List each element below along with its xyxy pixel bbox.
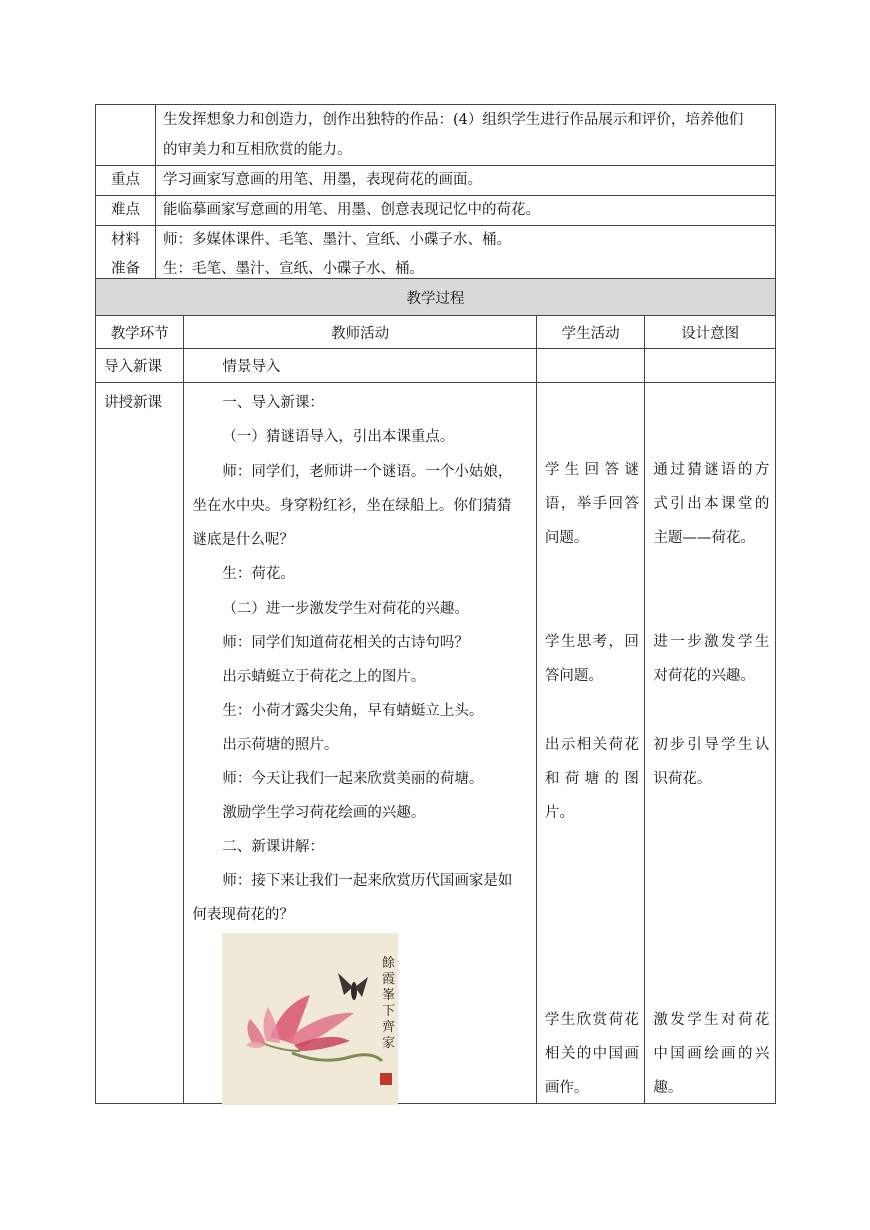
teacher-line: 坐在水中央。身穿粉红衫，坐在绿船上。你们猜猜: [192, 498, 512, 514]
intro-intent: [645, 349, 776, 383]
lotus-painting: [222, 933, 398, 1105]
header-student: 学生活动: [536, 316, 644, 349]
objectives-label-cell: [96, 105, 156, 166]
objectives-line: 的审美力和互相欣赏的能力。: [163, 142, 352, 158]
student-block-1: 学生回答谜 语，举手回答 问题。: [544, 462, 639, 546]
materials-text: [156, 226, 776, 285]
process-title: 教学过程: [96, 279, 776, 316]
header-stage: 教学环节: [96, 316, 184, 349]
intro-teacher: 情景导入: [184, 349, 537, 383]
teacher-line: 师：同学们，老师讲一个谜语。一个小姑娘，: [222, 464, 513, 480]
teacher-line: 师：今天让我们一起来欣赏美丽的荷塘。: [222, 771, 484, 787]
student-block-2: 学生思考，回 答问题。: [544, 634, 639, 684]
intent-block-4: 激发学生对荷花 中国画绘画的兴 趣。: [653, 1012, 770, 1096]
teacher-line: 生：小荷才露尖尖角，早有蜻蜓立上头。: [222, 703, 484, 719]
design-intent-cell: [645, 383, 776, 1104]
teacher-line: 出示荷塘的照片。: [222, 737, 339, 753]
teacher-activity-cell: [184, 383, 537, 1104]
key-point-text: 学习画家写意画的用笔、用墨，表现荷花的画面。: [156, 166, 776, 196]
materials-label: 材料 准备: [96, 226, 156, 285]
materials-teacher: 师：多媒体课件、毛笔、墨汁、宣纸、小碟子水、桶。: [163, 232, 511, 248]
intro-student: [536, 349, 644, 383]
student-block-4: 学生欣赏荷花 相关的中国画 画作。: [544, 1012, 639, 1096]
teacher-line: 师：同学们知道荷花相关的古诗句吗？: [222, 635, 469, 651]
teacher-line: （一）猜谜语导入，引出本课重点。: [222, 429, 455, 445]
difficulty-text: 能临摹画家写意画的用笔、用墨、创意表现记忆中的荷花。: [156, 196, 776, 226]
student-activity-cell: [536, 383, 644, 1104]
header-teacher: 教师活动: [184, 316, 537, 349]
key-point-label: 重点: [96, 166, 156, 196]
teacher-line: 师：接下来让我们一起来欣赏历代国画家是如: [222, 873, 513, 889]
intent-block-1: 通过猜谜语的方 式引出本课堂的 主题——荷花。: [653, 462, 770, 546]
teacher-line: 激励学生学习荷花绘画的兴趣。: [222, 805, 426, 821]
teacher-line: 生：荷花。: [222, 566, 295, 582]
teach-stage-cell: [96, 383, 184, 1104]
intro-stage: 导入新课: [96, 349, 184, 383]
teacher-line: 何表现荷花的？: [192, 907, 294, 923]
painting-inscription: 餘霞峯下齊家: [382, 956, 396, 1051]
teacher-line: 谜底是什么呢？: [192, 532, 294, 548]
objectives-continuation: [156, 105, 776, 166]
objectives-table: [95, 104, 776, 285]
header-intent: 设计意图: [645, 316, 776, 349]
teaching-process-table: [95, 278, 776, 1104]
difficulty-label: 难点: [96, 196, 156, 226]
teach-stage: 讲授新课: [104, 395, 162, 411]
teacher-line: 一、导入新课：: [222, 395, 324, 411]
teacher-line: 二、新课讲解：: [222, 839, 324, 855]
lotus-painting-image: [222, 933, 398, 1105]
objectives-line: 生发挥想象力和创造力，创作出独特的作品：(4）组织学生进行作品展示和评价，培养他们: [163, 112, 744, 128]
intent-block-2: 进一步激发学生 对荷花的兴趣。: [653, 634, 770, 684]
teacher-line: （二）进一步激发学生对荷花的兴趣。: [222, 601, 469, 617]
materials-student: 生：毛笔、墨汁、宣纸、小碟子水、桶。: [163, 261, 424, 277]
student-block-3: 出示相关荷花 和荷塘的图 片。: [544, 737, 639, 821]
intent-block-3: 初步引导学生认 识荷花。: [653, 737, 770, 787]
teacher-line: 出示蜻蜓立于荷花之上的图片。: [222, 669, 426, 685]
